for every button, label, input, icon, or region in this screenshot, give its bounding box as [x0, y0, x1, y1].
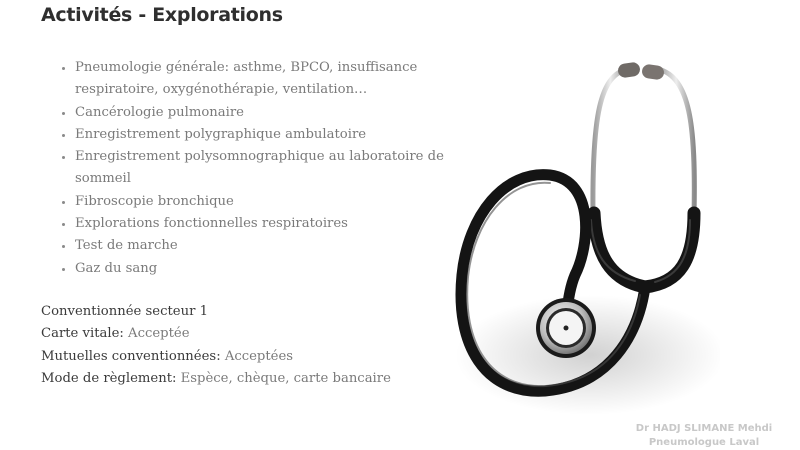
list-item: • Test de marche: [75, 235, 470, 257]
carte-vitale-value: Acceptée: [128, 326, 190, 342]
list-item: • Enregistrement polygraphique ambulatoire: [75, 124, 470, 146]
page-title: Activités - Explorations: [41, 4, 283, 26]
sector-text: Conventionnée secteur 1: [41, 304, 208, 319]
reglement-label: Mode de règlement: [41, 370, 172, 386]
mutuelles-label: Mutuelles conventionnées: [41, 348, 217, 364]
list-item: • Explorations fonctionnelles respiratoires: [75, 213, 470, 235]
watermark-title: Pneumologue Laval: [648, 437, 760, 448]
mutuelles-value: Acceptées: [224, 348, 294, 364]
list-item: • Pneumologie générale: asthme, BPCO, insuffisance respiratoire, oxygénothérapie, ventilation…: [75, 57, 470, 102]
reglement-value: Espèce, chèque, carte bancaire: [180, 370, 391, 386]
mutuelles-line: Mutuelles conventionnées: Acceptées: [41, 348, 294, 364]
watermark-name: Dr HADJ SLIMANE Mehdi: [635, 423, 773, 434]
practice-info: [41, 301, 461, 390]
carte-vitale-line: Carte vitale: Acceptée: [41, 326, 190, 342]
list-item: • Gaz du sang: [75, 258, 470, 280]
list-item: • Enregistrement polysomnographique au laboratoire de sommeil: [75, 146, 470, 191]
list-item: • Fibroscopie bronchique: [75, 191, 470, 213]
author-watermark: [574, 422, 774, 450]
sector-line: [41, 301, 461, 323]
carte-vitale-label: Carte vitale: [41, 326, 120, 342]
activities-list: [57, 57, 470, 280]
stethoscope-image: [450, 55, 720, 420]
list-item: • Cancérologie pulmonaire: [75, 102, 470, 124]
reglement-line: Mode de règlement: Espèce, chèque, carte bancaire: [41, 370, 391, 386]
